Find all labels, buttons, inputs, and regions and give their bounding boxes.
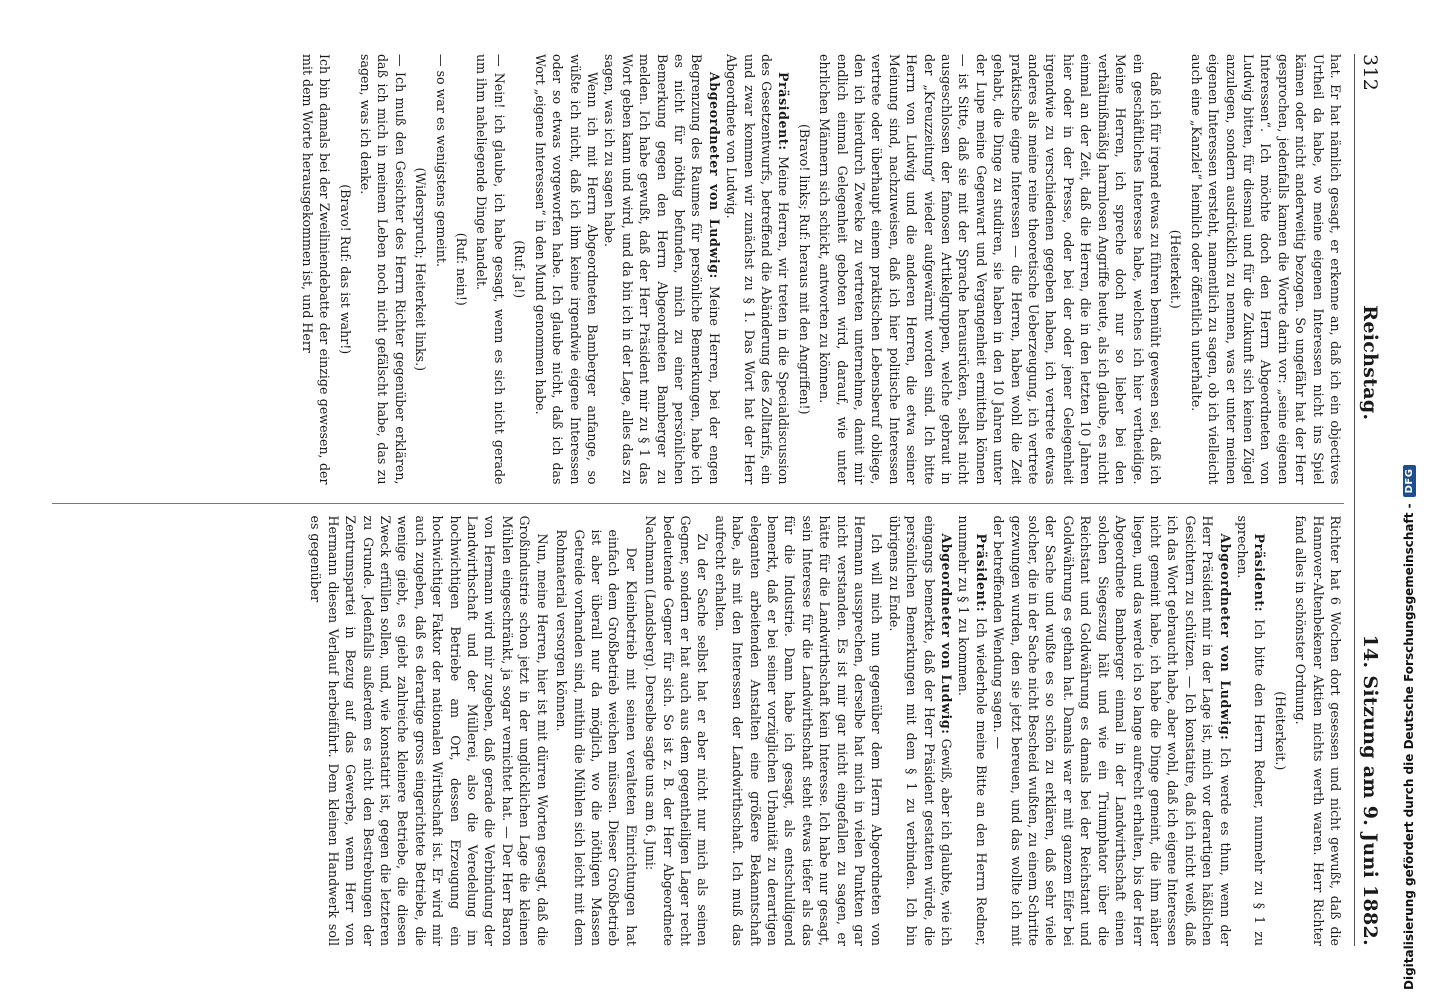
stage-direction: (Widerspruch; Heiterkeit links.) — [413, 167, 429, 372]
speech-text: Ich bitte den Herrn Redner, nunmehr zu § 1 zu sprechen. — [1234, 515, 1268, 946]
rotated-scan-page — [35, 30, 1395, 970]
speech-paragraph — [990, 516, 1234, 947]
text-columns — [52, 54, 1344, 946]
dfg-credit-strip — [1402, 0, 1426, 1000]
quoted-passage: Der Kleinbetrieb mit seinen veralteten Einrichtungen hat einfach dem Großbetrieb weichen müssen. Dieser Großbetrieb ist aber überall nur da möglich, wo die nöthigen Massen Getreide vorhanden sind, mithin die Mühlen sich leicht mit dem Rohmaterial versorgen können. — [554, 529, 639, 946]
running-head-title: Reichstag. — [1359, 305, 1381, 421]
text-column-left — [52, 54, 1344, 485]
running-head-session: 14. Sitzung am 9. Juni 1882. — [1359, 634, 1381, 946]
stage-direction: (Bravo! Ruf: das ist wahr!) — [337, 184, 353, 355]
running-head — [1354, 54, 1381, 946]
speech-paragraph — [723, 54, 793, 485]
paragraph: daß ich für irgend etwas zu führen bemüht gewesen sei, daß ich ein geschäftliches Interesse habe, welches ich hier vertheidige. Meine Herren, ich spreche doch nur so lieber bei den verhältnißmäßig harmlosen Angriffe heute, als ich glaube, es nicht einmal an der Zeit, daß die Herren, die in den letzten 10 Jahren hier oder in der Presse, oder bei der oder jener Gelegenheit irgendwie zu verschiedenen gegeben haben, ich vertrete etwas anderes als meine reine theoretische Ueberzeugung, ich vertrete praktische eigne Interessen — die Herren, haben wohl die Zeit gehabt, die Dinge zu studiren, sie haben in den 10 Jahren unter der Lupe meine Gegenwart und Vergangenheit ermitteln können — ist Sitte, daß sie mit der Sprache herausrücken, selbst nicht ausgeschlossen der famosen Artikelgruppen, welche gebraut in der „Kreuzzeitung“ wieder aufgewärmt worden sind. Ich bitte Herrn von Ludwig und die anderen Herren, die etwa seiner Meinung sind, nachzuweisen, daß ich hier politische Interessen vertrete oder überhaupt einem praktischen Lebensberuf obliege, den ich hierdurch Zwecke zu vertreten unternehme, damit mir endlich einmal Gelegenheit geboten wird, darauf, wie unter ehrlichen Männern sich schickt, antworten zu können. — [817, 54, 1163, 485]
paragraph: Zu der Sache selbst hat er aber nicht nur mich als seinen Gegner, sondern er hat auch aus dem gegentheiligen Lager recht bedeutende Gegner für sich. So ist z. B. der Herr Abgeordnete Nachmann (Landsberg). Derselbe sagte uns am 6. Juni: — [643, 515, 711, 946]
paragraph: Nun, meine Herren, hier ist mit dürren Worten gesagt, daß die Großindustrie schon jetzt in der unglücklichen Lage die kleinen Mühlen eingeschränkt, ja sogar vernichtet hat. — Der Herr Baron von Hermann wird mir zugeben, daß gerade die Verbindung der Landwirthschaft und der Müllerei, also die Veredelung im hochwichtigen Betriebe am Ort, dessen Erzeugung ein hochwichtiger Faktor der nationalen Wirthschaft ist. Er wird mir auch zugeben, daß es derartige gross eingerichtete Betriebe, die wenige giebt, es giebt zahlreiche kleinere Betriebe, die diesen Zweck erfüllen sollen, und, wie konstatirt ist, gegen die letzteren zu Grunde. Jedenfalls außerdem es nicht den Bestrebungen der Zentrumspartei in Bezug auf das Gewerbe, wenn Herr von Hermann diesen Verlauf herbeiführt. Dem kleinen Handwerk soll es gegenüber — [308, 515, 550, 946]
text-column-right — [52, 503, 1344, 947]
speaker-name: Präsident: — [973, 533, 989, 613]
stage-direction: (Ruf: nein!) — [454, 232, 470, 306]
paragraph: — Nein! ich glaube, ich habe gesagt, wenn es sich nicht gerade um ihm naheliegende Dinge handelt. — [474, 54, 507, 485]
speech-paragraph — [885, 516, 955, 947]
stage-direction: (Ruf: Ja!) — [512, 240, 528, 299]
stage-direction: (Heiterkeit.) — [1272, 691, 1288, 771]
speech-paragraph — [601, 54, 723, 485]
stage-direction: (Bravo! links; Ruf: heraus mit den Angriffen!) — [796, 123, 812, 415]
paragraph: Richter hat 6 Wochen dort gesessen und nicht gewußt, daß die Hannover-Altenbekener Aktien nichts werth waren. Herr Richter fand alles in schönster Ordnung. — [1293, 515, 1343, 946]
speaker-name: Abgeordneter von Ludwig: — [706, 72, 722, 279]
speaker-name: Präsident: — [1252, 533, 1268, 613]
speech-text: Ich werde es thun, wenn der Herr Präsident mir in der Lage ist, mich vor derartigen häßlichen Gesichtern zu schützen. — Ich konstatire, daß ich nicht weiß, daß ich das Wort gebraucht habe, aber wohl, daß ich eigene Interessen nicht gemeint habe, ich habe die Dinge gemeint, die ihm näher liegen, und das werde ich so lange aufrecht erhalten, bis der Herr Abgeordnete Bamberger einmal in der Landwirthschaft einen solchen Siegeszug hält und wie ein Triumphator über die Reichstant und Goldwährung es damals bei der Reichstant und Goldwährung es gethan hat. Damals war er mit ganzem Eifer bei der Sache und wußte es so schön zu erklären, daß sehr viele solcher, die in der Sache nicht Bescheid wußten, zu einem Schritte gezwungen wurden, den sie jetzt bereuen, und das wollte ich mit der betreffenden Wendung sagen. — — [991, 515, 1233, 946]
dfg-credit-text: Digitalisierung gefördert durch die Deutsche Forschungsgemeinschaft - — [1402, 503, 1416, 990]
paragraph: Wenn ich mit Herrn Abgeordneten Bamberger anfange, so wüßte ich nicht, daß ich ihm keine irgendwie eigene Interessen oder so etwas vorgeworfen habe. Ich glaube nicht, daß ich das Wort „eigene Interessen“ in den Mund genommen habe. — [532, 54, 600, 485]
speech-text: Meine Herren, bei der engen Begrenzung des Raumes für persönliche Bemerkungen, habe ich es nicht für nöthig befunden, mich zu einer persönlichen Bemerkung gegen den Herrn Abgeordneten Bamberger zu melden. Ich habe gewußt, daß der Herr Präsident mir zu § 1 das Wort geben kann und wird, und da bin ich in der Lage, alles das zu sagen, was ich zu sagen habe. — [602, 54, 722, 485]
speech-text: Ich wiederhole meine Bitte an den Herrn Redner, nunmehr zu § 1 zu kommen. — [956, 515, 989, 946]
speaker-name: Abgeordneter von Ludwig: — [939, 533, 955, 735]
speaker-name: Präsident: — [776, 72, 792, 151]
paragraph: Ich will mich nun gegenüber dem Herrn Abgeordneten von Hermann aussprechen, derselbe hat mich in vielen Punkten gar nicht verstanden. Es ist mir gar nicht eingefallen zu sagen, er hätte für die Landwirthschaft kein Interesse. Ich habe nur gesagt, sein Interesse für die Landwirthschaft steht etwas tiefer als das für die Industrie. Dann habe ich gesagt, als entschuldigend bemerkt, daß er bei seiner vorzüglichen Urbanität zu derartigen eleganten arbeitenden Anstalten eine größere Bekanntschaft habe, als mit den Interessen der Landwirthschaft. Ich muß das aufrecht erhalten. — [712, 515, 885, 946]
speech-text: Meine Herren, wir treten in die Specialdiscussion des Gesetzentwurfs, betreffend die Abänderung des Zolltarifs, ein und zwar kommen wir zunächst zu § 1. Das Wort hat der Herr Abgeordnete von Ludwig. — [724, 54, 792, 485]
paragraph: hat. Er hat nämlich gesagt, er erkenne an, daß ich ein objectives Urtheil da habe, wo meine eigenen Interessen nicht ins Spiel kämen oder nicht anderweitig bezogen. So ungefähr hat der Herr gesprochen, jedenfalls kamen die Worte darin vor: „seine eigenen Interessen“. Ich möchte doch den Herrn Abgeordneten von Ludwig bitten, für diesmal und für die Zukunft sich keinen Zügel anzulegen, sondern ausdrücklich zu nennen, was er unter meinen eigenen Interessen versteht, namentlich zu sagen, ob ich vielleicht auch eine „Kanzlei“ heimlich oder öffentlich unterhalte. — [1188, 54, 1343, 485]
speech-paragraph — [955, 516, 990, 947]
speech-text: Gewiß, aber ich glaubte, wie ich eingangs bemerkte, daß der Herr Präsident gestatten würde, die persönlichen Bemerkungen mit dem § 1 zu verbinden. Ich bin übrigens zu Ende. — [886, 515, 955, 946]
speech-paragraph — [1234, 516, 1269, 947]
stage-direction: (Heiterkeit.) — [1168, 229, 1184, 309]
paragraph: Ich bin damals bei der Zweiliniendebatte der einzige gewesen, der mit dem Worte herausgekommen ist, und Herr — [299, 54, 333, 485]
page-number: 312 — [1359, 54, 1381, 92]
page-content — [35, 30, 1395, 970]
speaker-name: Abgeordneter von Ludwig: — [1217, 533, 1233, 741]
dfg-credit — [1402, 30, 1416, 990]
paragraph: — Ich muß den Gesichter des Herrn Richter gegenüber erklären, daß ich mich in meinem Leben noch nicht gefälscht habe, das zu sagen, was ich denke. — [358, 54, 408, 485]
paragraph: — so war es wenigstens gemeint. — [433, 54, 449, 267]
dfg-logo-icon: DFG — [1403, 465, 1416, 498]
